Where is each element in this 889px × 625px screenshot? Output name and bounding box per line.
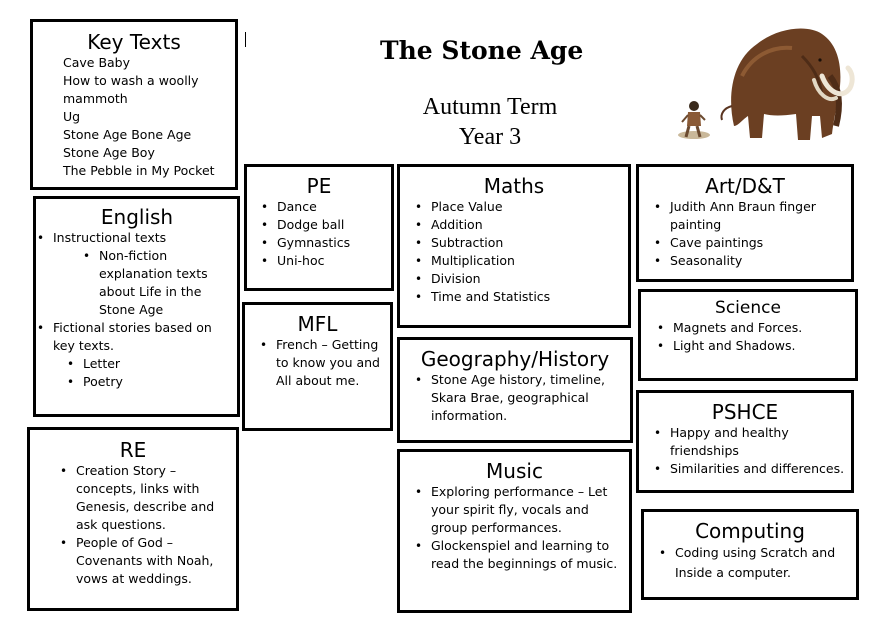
list-item: • Time and Statistics <box>431 288 622 306</box>
re-box <box>27 427 239 611</box>
list-item: • Happy and healthy friendships <box>670 424 845 460</box>
pe-box <box>244 164 394 291</box>
text-cursor <box>245 32 246 47</box>
list-item: How to wash a woolly <box>63 73 199 88</box>
list-item: • Exploring performance – Let your spirit fly, vocals and group performances. <box>431 483 623 537</box>
list-item: • Stone Age history, timeline, Skara Brae, geographical information. <box>431 371 624 425</box>
list-item: Stone Age Bone Age <box>63 127 192 142</box>
maths-list <box>431 198 622 306</box>
pshce-heading: PSHCE <box>711 400 779 424</box>
english-box <box>33 196 240 417</box>
list-item: • Poetry <box>83 373 231 391</box>
key-texts-heading: Key Texts <box>87 30 181 54</box>
computing-heading: Computing <box>695 519 805 543</box>
list-item: • Place Value <box>431 198 622 216</box>
list-item: • French – Getting to know you and All about me. <box>276 336 384 390</box>
art-dt-box <box>636 164 854 282</box>
re-list <box>76 462 228 588</box>
list-item: • People of God – Covenants with Noah, vows at weddings. <box>76 534 228 588</box>
page-title: The Stone Age <box>380 36 584 65</box>
list-item: • Addition <box>431 216 622 234</box>
pe-list <box>277 198 385 270</box>
list-item: • Light and Shadows. <box>673 337 849 355</box>
mammoth-illustration <box>672 16 862 146</box>
list-item: • Cave paintings <box>670 234 845 252</box>
mfl-heading: MFL <box>297 312 338 336</box>
computing-box <box>641 509 859 600</box>
music-box <box>397 449 632 613</box>
list-item: • Dance <box>277 198 385 216</box>
list-item: • Gymnastics <box>277 234 385 252</box>
list-item: • Division <box>431 270 622 288</box>
music-list <box>431 483 623 573</box>
art-dt-list <box>670 198 845 270</box>
list-item: • Judith Ann Braun finger painting <box>670 198 845 234</box>
page-subtitle <box>405 92 575 152</box>
list-item: • Multiplication <box>431 252 622 270</box>
mfl-list <box>276 336 384 390</box>
key-texts-box <box>30 19 238 190</box>
term-label: Autumn Term <box>422 94 558 120</box>
list-item: • Glockenspiel and learning to read the beginnings of music. <box>431 537 623 573</box>
music-heading: Music <box>486 459 543 483</box>
maths-box <box>397 164 631 328</box>
year-label: Year 3 <box>458 124 522 150</box>
list-item: Stone Age Boy <box>63 145 155 160</box>
list-item: • Seasonality <box>670 252 845 270</box>
list-item: • Subtraction <box>431 234 622 252</box>
re-heading: RE <box>119 438 147 462</box>
list-item: • Similarities and differences. <box>670 460 845 478</box>
list-item: • Fictional stories based on key texts. <box>53 319 231 355</box>
science-list <box>673 319 849 355</box>
list-item: • Coding using Scratch and Inside a computer. <box>675 543 850 583</box>
list-item: The Pebble in My Pocket <box>63 163 215 178</box>
english-heading: English <box>100 205 174 229</box>
pe-heading: PE <box>306 174 332 198</box>
science-box <box>638 289 858 381</box>
list-item: • Magnets and Forces. <box>673 319 849 337</box>
geography-history-list <box>431 371 624 425</box>
list-item: • Instructional texts <box>53 229 231 247</box>
pshce-box <box>636 390 854 493</box>
list-item: Cave Baby <box>63 55 131 70</box>
english-list <box>53 229 231 391</box>
geography-history-box <box>397 337 633 443</box>
key-texts-list <box>63 54 227 180</box>
mammoth-figure <box>721 29 852 140</box>
list-item: • Non-fiction explanation texts about Life in the Stone Age <box>99 247 231 319</box>
maths-heading: Maths <box>483 174 545 198</box>
list-item: Ug <box>63 109 81 124</box>
art-dt-heading: Art/D&T <box>705 174 785 198</box>
science-heading: Science <box>715 298 781 318</box>
list-item: • Creation Story – concepts, links with Genesis, describe and ask questions. <box>76 462 228 534</box>
geography-history-heading: Geography/History <box>420 347 610 371</box>
list-item: • Letter <box>83 355 231 373</box>
list-item: mammoth <box>63 91 128 106</box>
caveman-figure <box>678 101 710 139</box>
list-item: • Dodge ball <box>277 216 385 234</box>
mfl-box <box>242 302 393 431</box>
pshce-list <box>670 424 845 478</box>
computing-list <box>675 543 850 583</box>
list-item: • Uni-hoc <box>277 252 385 270</box>
